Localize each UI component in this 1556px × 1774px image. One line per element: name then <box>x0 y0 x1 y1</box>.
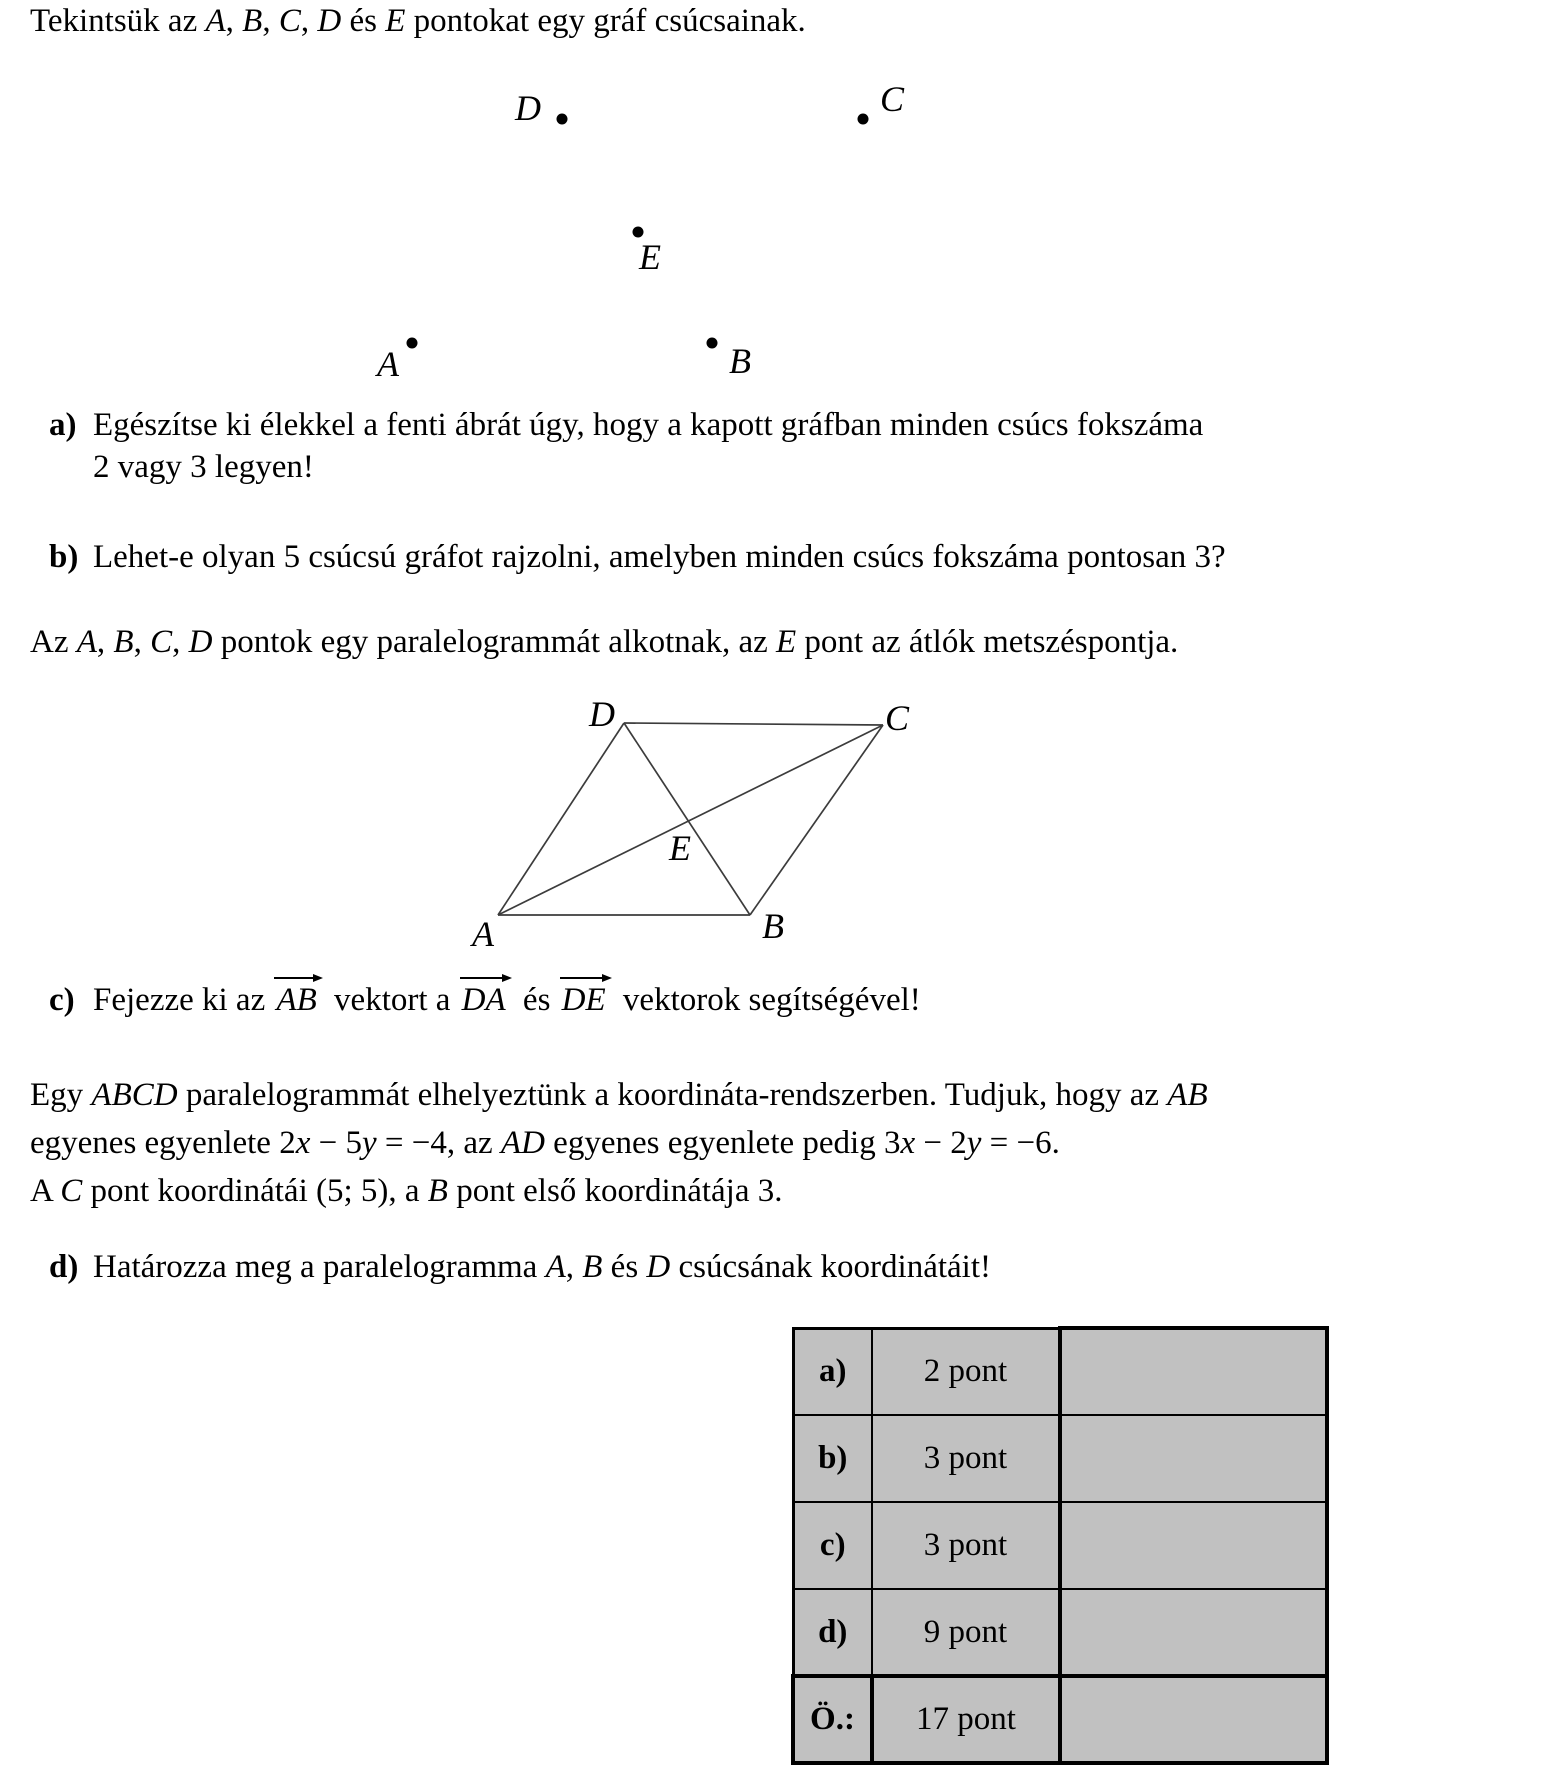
vertex-label-C: C <box>884 698 910 738</box>
question-c-text <box>93 979 921 1021</box>
question-c-marker: c) <box>49 982 75 1018</box>
score-row-c-score-cell <box>1060 1502 1327 1589</box>
graph-point-B-dot <box>707 338 718 349</box>
coordinate-paragraph-line-3 <box>30 1167 1208 1215</box>
graph-point-B-label: B <box>729 341 751 381</box>
score-row-a-points: 2 pont <box>872 1328 1060 1415</box>
score-row-d <box>793 1589 1327 1676</box>
edge-CD <box>624 723 883 725</box>
text-segment: Egy <box>30 1077 92 1113</box>
text-segment: − 5 <box>310 1125 362 1161</box>
score-row-total-score-cell <box>1060 1676 1327 1763</box>
question-d-text <box>93 1246 991 1288</box>
question-b-text <box>93 536 1226 578</box>
italic-text-segment: x <box>900 1125 916 1161</box>
graph-point-C-label: C <box>879 79 905 119</box>
text-segment: pontok egy paralelogrammát alkotnak, az <box>212 624 776 660</box>
text-segment: Lehet-e olyan 5 csúcsú gráfot rajzolni, amelyben minden csúcs fokszáma pontosan 3? <box>93 539 1226 575</box>
italic-text-segment: B <box>242 3 263 39</box>
vector-symbol: DE <box>562 979 606 1021</box>
italic-text-segment: A <box>76 624 97 660</box>
question-b-line-1 <box>93 536 1226 578</box>
score-row-a <box>793 1328 1327 1415</box>
score-row-d-label: d) <box>793 1589 872 1676</box>
score-row-c-label: c) <box>793 1502 872 1589</box>
question-d-marker: d) <box>49 1249 79 1285</box>
italic-text-segment: A <box>205 3 226 39</box>
italic-text-segment: C <box>278 3 301 39</box>
italic-text-segment: B <box>582 1249 603 1285</box>
text-segment: pont első koordinátája 3. <box>447 1173 783 1209</box>
coordinate-paragraph <box>30 1071 1208 1215</box>
italic-text-segment: y <box>966 1125 982 1161</box>
italic-text-segment: C <box>60 1173 83 1209</box>
score-row-b-points: 3 pont <box>872 1415 1060 1502</box>
question-b-marker: b) <box>49 539 79 575</box>
vertex-label-D: D <box>589 694 615 734</box>
vertex-label-A: A <box>472 914 494 954</box>
score-row-b-score-cell <box>1060 1415 1327 1502</box>
intersection-label-E: E <box>669 828 691 868</box>
graph-point-A-dot <box>407 338 418 349</box>
text-segment: , <box>96 624 114 660</box>
text-segment: Határozza meg a paralelogramma <box>93 1249 546 1285</box>
score-row-total-label: Ö.: <box>793 1676 872 1763</box>
vector-symbol: DA <box>462 979 506 1021</box>
diagonal-BD <box>624 723 750 915</box>
text-segment: − 2 <box>915 1125 967 1161</box>
intro-text <box>30 0 806 42</box>
italic-text-segment: AD <box>500 1125 545 1161</box>
italic-text-segment: x <box>295 1125 311 1161</box>
question-a-marker: a) <box>49 407 77 443</box>
text-segment: egyenes egyenlete 2 <box>30 1125 296 1161</box>
score-table <box>791 1326 1329 1765</box>
text-segment: Az <box>30 624 77 660</box>
graph-point-C-dot <box>858 114 869 125</box>
text-segment: , <box>225 3 243 39</box>
italic-text-segment: D <box>646 1249 671 1285</box>
italic-text-segment: y <box>362 1125 377 1161</box>
text-segment: Fejezze ki az <box>93 982 274 1018</box>
text-segment: és <box>341 3 386 39</box>
score-row-a-label: a) <box>793 1328 872 1415</box>
text-segment: 2 vagy 3 legyen! <box>93 449 314 485</box>
text-segment: vektort a <box>325 982 459 1018</box>
question-a-line-1 <box>93 404 1203 446</box>
italic-text-segment: D <box>188 624 213 660</box>
text-segment: = −4, az <box>376 1125 501 1161</box>
text-segment: csúcsának koordinátáit! <box>670 1249 991 1285</box>
coordinate-paragraph-line-1 <box>30 1071 1208 1119</box>
text-segment: vektorok segítségével! <box>614 982 921 1018</box>
text-segment: pont az átlók metszéspontja. <box>796 624 1179 660</box>
text-segment: egyenes egyenlete pedig 3 <box>544 1125 901 1161</box>
italic-text-segment: E <box>775 624 797 660</box>
text-segment: Egészítse ki élekkel a fenti ábrát úgy, hogy a kapott gráfban minden csúcs fokszáma <box>93 407 1204 443</box>
graph-point-E-dot <box>633 227 644 238</box>
text-segment: paralelogrammát elhelyeztünk a koordináta-rendszerben. Tudjuk, hogy az <box>177 1077 1168 1113</box>
score-row-b <box>793 1415 1327 1502</box>
score-row-b-label: b) <box>793 1415 872 1502</box>
vertex-label-B: B <box>762 906 784 946</box>
text-segment: , <box>262 3 279 39</box>
text-segment: , <box>300 3 318 39</box>
text-segment: , <box>133 624 151 660</box>
score-row-c <box>793 1502 1327 1589</box>
score-row-total-points: 17 pont <box>872 1676 1060 1763</box>
italic-text-segment: D <box>317 3 342 39</box>
vector-symbol: AB <box>276 979 316 1021</box>
italic-text-segment: B <box>113 624 134 660</box>
graph-point-E-label: E <box>639 237 661 277</box>
text-segment: Tekintsük az <box>30 3 206 39</box>
coordinate-paragraph-line-2 <box>30 1119 1208 1167</box>
question-a-text <box>93 404 1203 488</box>
text-segment: pontokat egy gráf csúcsainak. <box>405 3 806 39</box>
question-d-line-1 <box>93 1246 991 1288</box>
text-segment: = −6. <box>981 1125 1060 1161</box>
question-c-line-1 <box>93 979 921 1021</box>
score-row-d-points: 9 pont <box>872 1589 1060 1676</box>
score-row-d-score-cell <box>1060 1589 1327 1676</box>
edge-DA <box>498 723 624 915</box>
text-segment: , <box>565 1249 583 1285</box>
parallelogram-figure <box>420 690 930 955</box>
text-segment: pont koordinátái (5; 5), a <box>82 1173 428 1209</box>
italic-text-segment: ABCD <box>91 1077 178 1113</box>
question-a-line-2 <box>93 446 1203 488</box>
diagonal-AC <box>498 725 883 915</box>
italic-text-segment: C <box>150 624 173 660</box>
score-row-c-points: 3 pont <box>872 1502 1060 1589</box>
edge-BC <box>750 725 883 915</box>
parallelogram-intro-text <box>30 621 1178 663</box>
graph-point-A-label: A <box>377 344 399 384</box>
text-segment: , <box>172 624 189 660</box>
italic-text-segment: E <box>385 3 406 39</box>
graph-point-D-dot <box>557 114 568 125</box>
score-row-a-score-cell <box>1060 1328 1327 1415</box>
graph-point-D-label: D <box>515 88 541 128</box>
text-segment: A <box>30 1173 61 1209</box>
graph-vertices-figure <box>330 60 960 390</box>
italic-text-segment: A <box>545 1249 566 1285</box>
score-row-total <box>793 1676 1327 1763</box>
text-segment: és <box>602 1249 647 1285</box>
text-segment: és <box>514 982 559 1018</box>
italic-text-segment: AB <box>1167 1077 1208 1113</box>
italic-text-segment: B <box>427 1173 448 1209</box>
